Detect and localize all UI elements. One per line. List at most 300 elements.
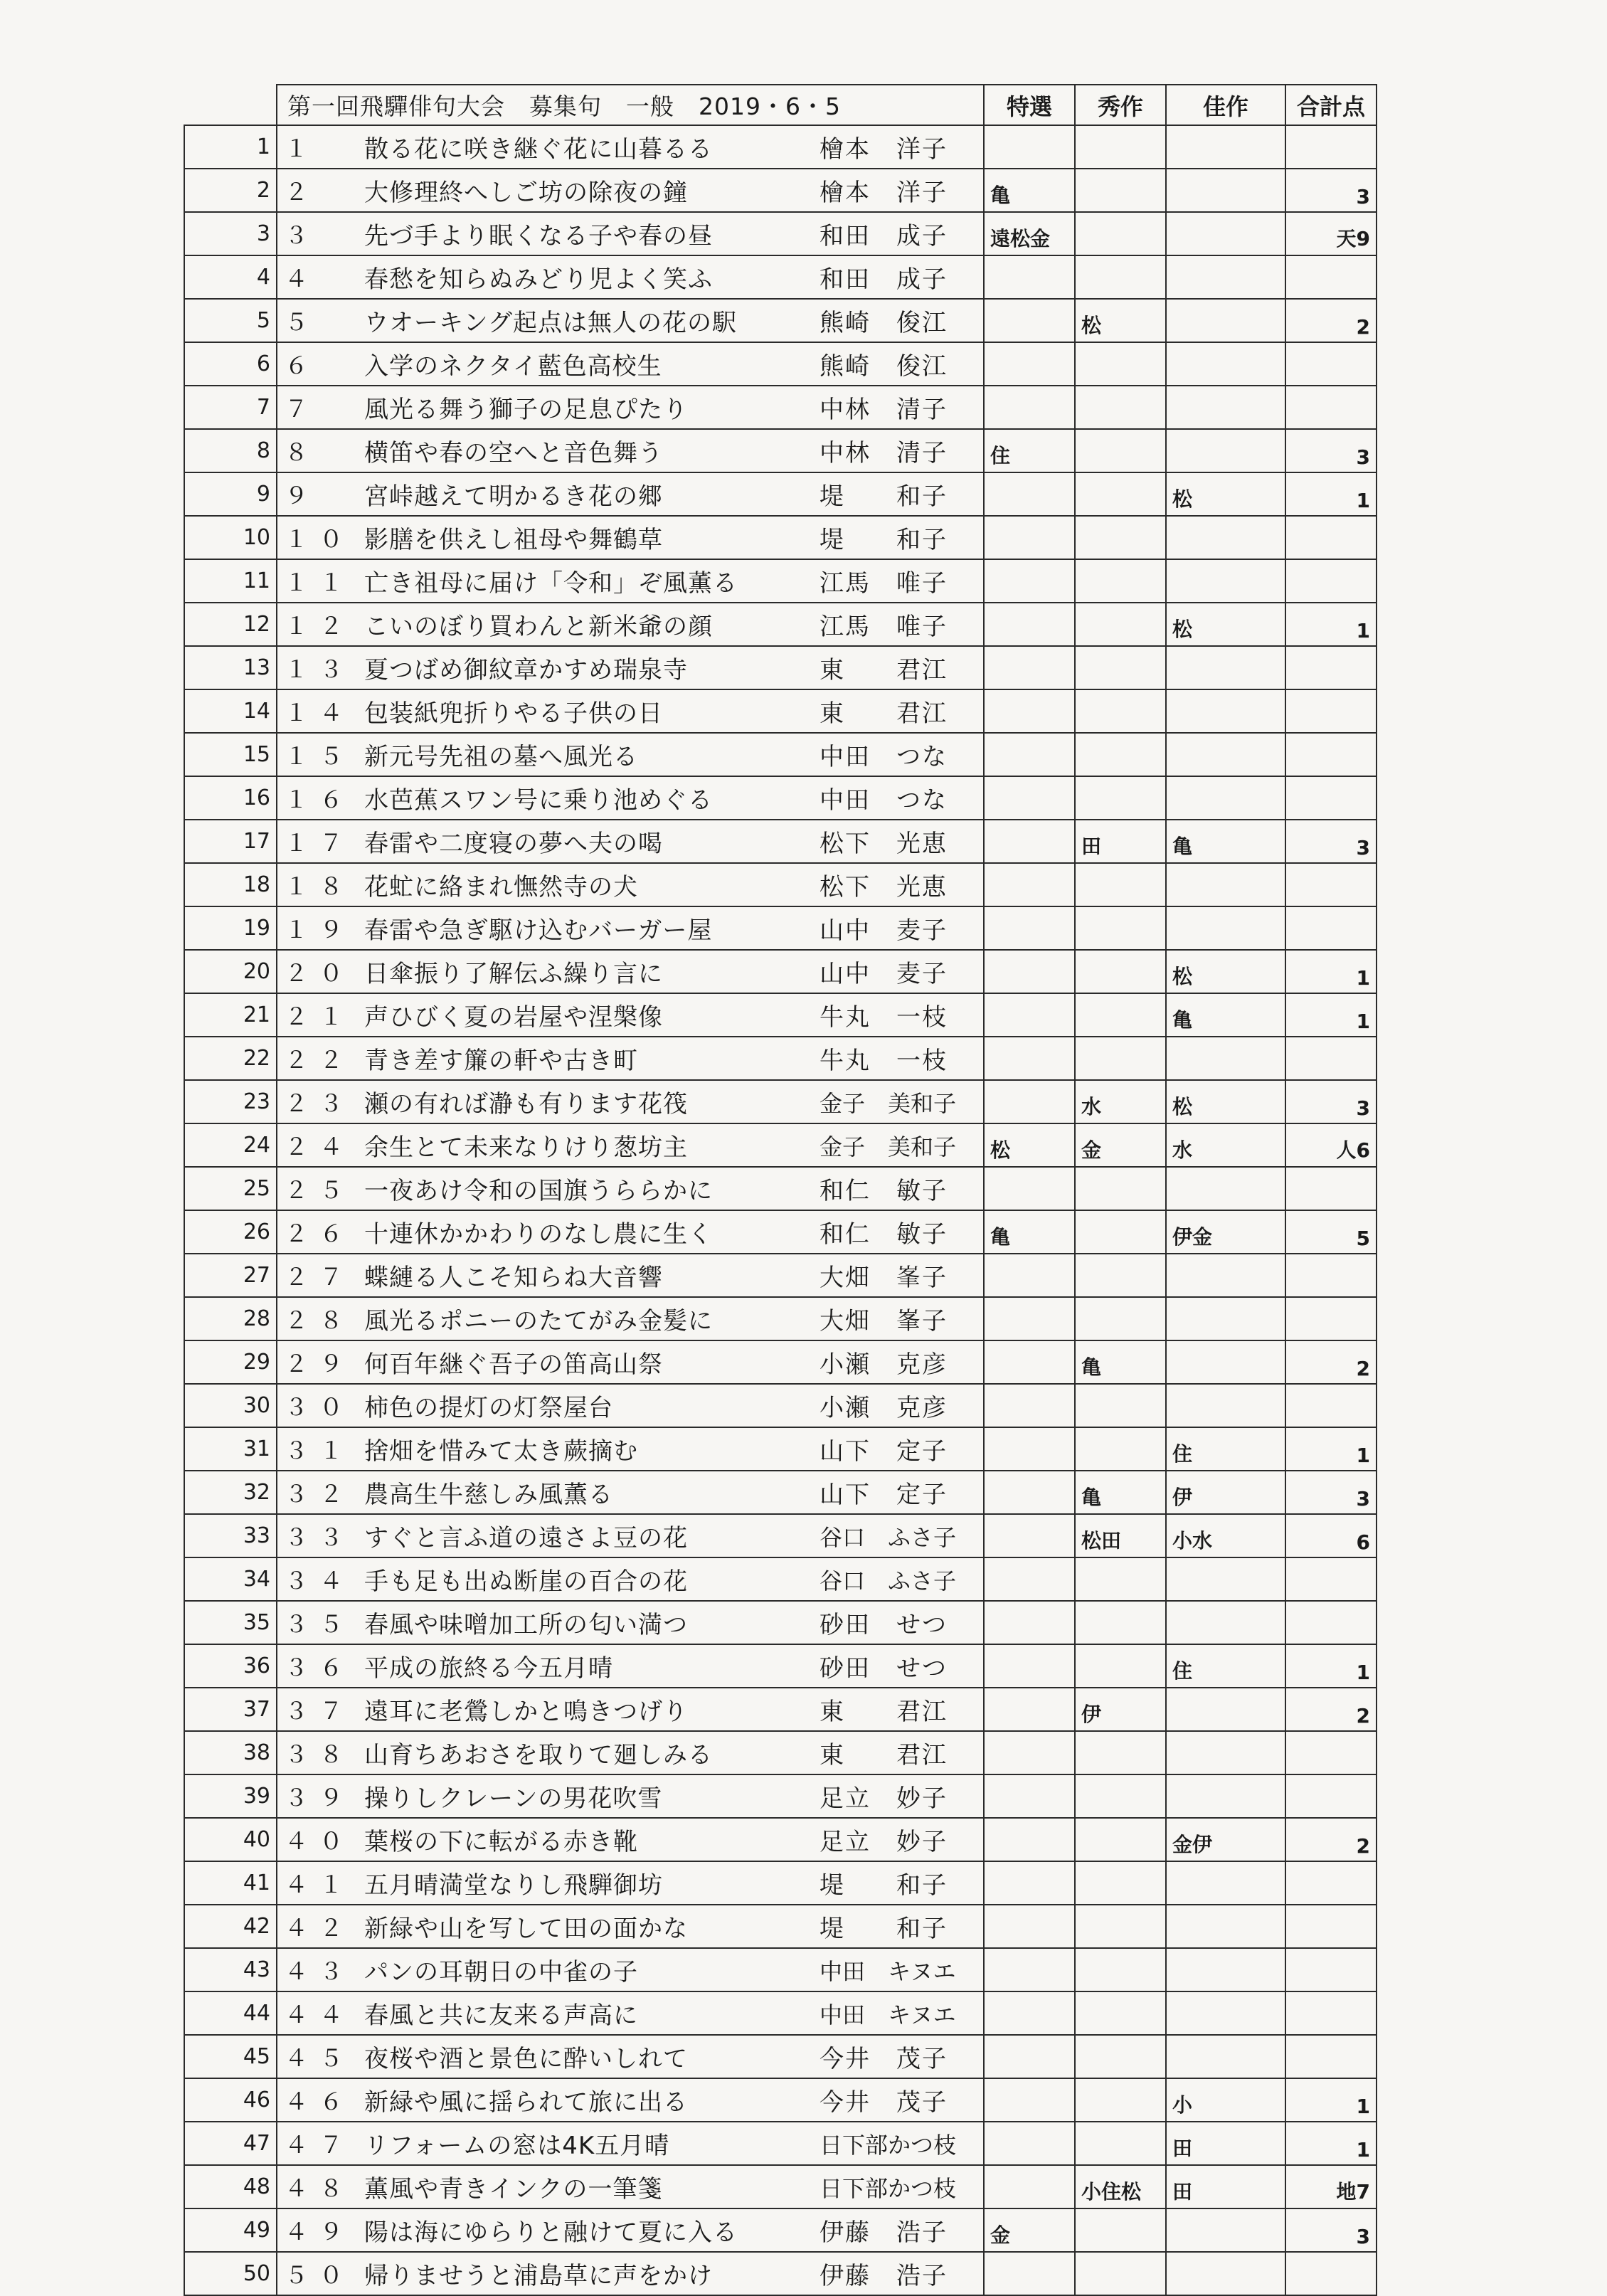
ka-cell: [1166, 299, 1285, 342]
entry-cell: [277, 1818, 984, 1861]
entry-number: １５: [285, 742, 354, 770]
row-number: 16: [184, 776, 277, 820]
entry-cell: [277, 2122, 984, 2165]
entry-number: ３０: [285, 1393, 354, 1421]
total-cell: [1285, 863, 1377, 906]
ka-cell: [1166, 125, 1285, 169]
toku-cell: [984, 386, 1075, 429]
ka-cell: [1166, 1601, 1285, 1644]
ka-cell: 小水: [1166, 1514, 1285, 1557]
total-cell: 3: [1285, 820, 1377, 863]
toku-cell: [984, 1991, 1075, 2035]
author-name: 中田 つな: [820, 743, 948, 771]
haiku-text: 声ひびく夏の岩屋や涅槃像: [364, 1003, 663, 1032]
haiku-text: 青き差す簾の軒や古き町: [364, 1047, 638, 1075]
haiku-text: 余生とて未来なりけり葱坊主: [364, 1133, 688, 1162]
haiku-text: 柿色の提灯の灯祭屋台: [364, 1394, 613, 1422]
entry-cell: [277, 472, 984, 516]
toku-cell: [984, 689, 1075, 733]
entry-number: １１: [285, 568, 354, 596]
entry-number: ２１: [285, 1002, 354, 1030]
table-row: [184, 559, 1377, 603]
haiku-text: 春風と共に友来る声高に: [364, 2001, 638, 2030]
entry-cell: [277, 1297, 984, 1340]
table-row: [184, 2035, 1377, 2078]
toku-cell: [984, 1557, 1075, 1601]
toku-cell: [984, 1167, 1075, 1210]
total-cell: [1285, 1167, 1377, 1210]
total-cell: 人6: [1285, 1123, 1377, 1167]
entry-cell: [277, 776, 984, 820]
toku-cell: [984, 1254, 1075, 1297]
row-number: 23: [184, 1080, 277, 1123]
entry-cell: [277, 169, 984, 212]
toku-cell: [984, 776, 1075, 820]
toku-cell: 金: [984, 2208, 1075, 2252]
table-row: [184, 1644, 1377, 1688]
row-number: 2: [184, 169, 277, 212]
toku-cell: [984, 299, 1075, 342]
shu-cell: [1075, 1297, 1166, 1340]
row-number: 26: [184, 1210, 277, 1254]
ka-cell: 松: [1166, 603, 1285, 646]
author-name: 足立 妙子: [820, 1828, 948, 1856]
row-number: 49: [184, 2208, 277, 2252]
row-number: 20: [184, 950, 277, 993]
total-cell: [1285, 1557, 1377, 1601]
entry-number: ５０: [285, 2261, 354, 2289]
row-number: 42: [184, 1905, 277, 1948]
toku-cell: [984, 342, 1075, 386]
entry-cell: [277, 820, 984, 863]
toku-cell: [984, 993, 1075, 1037]
ka-cell: [1166, 2252, 1285, 2295]
toku-cell: [984, 950, 1075, 993]
ka-cell: [1166, 559, 1285, 603]
ka-cell: [1166, 1991, 1285, 2035]
haiku-text: 春風や味噌加工所の匂い満つ: [364, 1611, 688, 1639]
total-cell: [1285, 1774, 1377, 1818]
total-cell: [1285, 559, 1377, 603]
entry-number: ３４: [285, 1567, 354, 1594]
ka-header: 佳作: [1166, 85, 1285, 125]
table-row: [184, 1254, 1377, 1297]
entry-cell: [277, 559, 984, 603]
ka-cell: [1166, 863, 1285, 906]
haiku-text: ウオーキング起点は無人の花の駅: [364, 309, 737, 337]
entry-number: ２０: [285, 959, 354, 987]
entry-number: ２８: [285, 1306, 354, 1334]
ka-cell: [1166, 906, 1285, 950]
author-name: 大畑 峯子: [820, 1264, 948, 1292]
entry-number: ４９: [285, 2218, 354, 2245]
haiku-text: 春愁を知らぬみどり児よく笑ふ: [364, 265, 713, 294]
total-cell: [1285, 125, 1377, 169]
toku-cell: [984, 1818, 1075, 1861]
table-row: [184, 472, 1377, 516]
author-name: 東 君江: [820, 656, 948, 684]
toku-cell: [984, 1080, 1075, 1123]
row-number: 19: [184, 906, 277, 950]
total-cell: 1: [1285, 1427, 1377, 1471]
haiku-text: リフォームの窓は4K五月晴: [364, 2132, 670, 2160]
author-name: 牛丸 一枝: [820, 1047, 948, 1075]
shu-cell: 田: [1075, 820, 1166, 863]
entry-number: ２６: [285, 1220, 354, 1247]
row-number-header: [184, 85, 277, 125]
toku-cell: [984, 516, 1075, 559]
shu-cell: [1075, 2078, 1166, 2122]
ka-cell: 伊金: [1166, 1210, 1285, 1254]
haiku-text: 遠耳に老鶯しかと鳴きつげり: [364, 1698, 688, 1726]
ka-cell: [1166, 646, 1285, 689]
shu-cell: [1075, 212, 1166, 255]
entry-cell: [277, 993, 984, 1037]
shu-cell: 水: [1075, 1080, 1166, 1123]
table-row: [184, 169, 1377, 212]
shu-header: 秀作: [1075, 85, 1166, 125]
haiku-text: 瀬の有れば瀞も有ります花筏: [364, 1090, 688, 1118]
toku-cell: [984, 255, 1075, 299]
total-cell: 1: [1285, 2078, 1377, 2122]
table-body: [184, 125, 1377, 2295]
toku-cell: [984, 472, 1075, 516]
haiku-text: 春雷や急ぎ駆け込むバーガー屋: [364, 916, 713, 945]
table-row: [184, 299, 1377, 342]
author-name: 檜本 洋子: [820, 135, 948, 164]
entry-number: １８: [285, 872, 354, 900]
haiku-text: 新元号先祖の墓へ風光る: [364, 743, 638, 771]
toku-cell: [984, 2165, 1075, 2208]
row-number: 13: [184, 646, 277, 689]
haiku-text: 操りしクレーンの男花吹雪: [364, 1784, 663, 1813]
shu-cell: [1075, 646, 1166, 689]
row-number: 8: [184, 429, 277, 472]
title-cell: [277, 85, 984, 125]
table-row: [184, 2165, 1377, 2208]
total-cell: [1285, 1861, 1377, 1905]
entry-number: ８: [285, 438, 319, 466]
entry-number: ４５: [285, 2044, 354, 2072]
ka-cell: [1166, 1340, 1285, 1384]
toku-cell: [984, 603, 1075, 646]
table-row: [184, 906, 1377, 950]
row-number: 36: [184, 1644, 277, 1688]
table-row: [184, 733, 1377, 776]
author-name: 山中 麦子: [820, 916, 948, 945]
author-name: 今井 茂子: [820, 2088, 948, 2117]
table-row: [184, 1427, 1377, 1471]
entry-cell: [277, 342, 984, 386]
ka-cell: 亀: [1166, 820, 1285, 863]
row-number: 1: [184, 125, 277, 169]
total-cell: 地7: [1285, 2165, 1377, 2208]
shu-cell: [1075, 863, 1166, 906]
entry-number: ３５: [285, 1610, 354, 1638]
haiku-text: 先づ手より眠くなる子や春の昼: [364, 222, 713, 250]
table-row: [184, 1774, 1377, 1818]
toku-cell: 住: [984, 429, 1075, 472]
total-cell: [1285, 2035, 1377, 2078]
row-number: 46: [184, 2078, 277, 2122]
row-number: 40: [184, 1818, 277, 1861]
table-row: [184, 776, 1377, 820]
entry-cell: [277, 255, 984, 299]
shu-cell: 松: [1075, 299, 1166, 342]
author-name: 堤 和子: [820, 482, 948, 511]
ka-cell: 松: [1166, 472, 1285, 516]
author-name: 江馬 唯子: [820, 569, 948, 598]
author-name: 牛丸 一枝: [820, 1003, 948, 1032]
table-row: [184, 1948, 1377, 1991]
shu-cell: [1075, 559, 1166, 603]
row-number: 47: [184, 2122, 277, 2165]
haiku-text: 平成の旅終る今五月晴: [364, 1654, 613, 1683]
total-cell: [1285, 342, 1377, 386]
entry-number: ９: [285, 482, 319, 509]
shu-cell: [1075, 169, 1166, 212]
entry-cell: [277, 2165, 984, 2208]
ka-cell: [1166, 1254, 1285, 1297]
entry-number: １: [285, 134, 319, 162]
haiku-text: 五月晴満堂なりし飛騨御坊: [364, 1871, 663, 1900]
ka-cell: [1166, 2208, 1285, 2252]
toku-cell: [984, 1340, 1075, 1384]
entry-cell: [277, 2078, 984, 2122]
ka-cell: 田: [1166, 2165, 1285, 2208]
row-number: 5: [184, 299, 277, 342]
entry-cell: [277, 1384, 984, 1427]
entry-cell: [277, 1861, 984, 1905]
author-name: 砂田 せつ: [820, 1654, 948, 1683]
haiku-text: 農高生牛慈しみ風薫る: [364, 1481, 613, 1509]
entry-cell: [277, 1557, 984, 1601]
entry-cell: [277, 1254, 984, 1297]
entry-number: ４３: [285, 1957, 354, 1985]
total-cell: [1285, 776, 1377, 820]
table-row: [184, 1818, 1377, 1861]
haiku-text: 葉桜の下に転がる赤き靴: [364, 1828, 638, 1856]
haiku-text: 包装紙兜折りやる子供の日: [364, 699, 663, 728]
total-cell: 6: [1285, 1514, 1377, 1557]
table-row: [184, 1601, 1377, 1644]
haiku-text: 入学のネクタイ藍色高校生: [364, 352, 662, 381]
total-cell: 2: [1285, 1688, 1377, 1731]
toku-cell: [984, 820, 1075, 863]
table-row: [184, 1123, 1377, 1167]
author-name: 谷口 ふさ子: [820, 1523, 957, 1551]
entry-number: ３: [285, 221, 319, 249]
row-number: 17: [184, 820, 277, 863]
entry-number: ４１: [285, 1871, 354, 1898]
row-number: 22: [184, 1037, 277, 1080]
shu-cell: [1075, 1037, 1166, 1080]
shu-cell: [1075, 689, 1166, 733]
table-row: [184, 2252, 1377, 2295]
ka-cell: [1166, 2035, 1285, 2078]
row-number: 10: [184, 516, 277, 559]
total-cell: 3: [1285, 429, 1377, 472]
haiku-text: 花虻に絡まれ憮然寺の犬: [364, 873, 638, 901]
entry-cell: [277, 1080, 984, 1123]
toku-cell: [984, 1774, 1075, 1818]
entry-cell: [277, 603, 984, 646]
total-cell: [1285, 386, 1377, 429]
entry-cell: [277, 646, 984, 689]
entry-cell: [277, 1514, 984, 1557]
toku-cell: [984, 2035, 1075, 2078]
table-row: [184, 603, 1377, 646]
entry-number: ３２: [285, 1480, 354, 1508]
total-cell: [1285, 1254, 1377, 1297]
entry-cell: [277, 1688, 984, 1731]
row-number: 28: [184, 1297, 277, 1340]
ka-cell: [1166, 1688, 1285, 1731]
row-number: 21: [184, 993, 277, 1037]
entry-cell: [277, 1037, 984, 1080]
author-name: 中林 清子: [820, 396, 948, 424]
haiku-text: すぐと言ふ道の遠さよ豆の花: [364, 1524, 688, 1552]
author-name: 中林 清子: [820, 439, 948, 467]
shu-cell: [1075, 2208, 1166, 2252]
haiku-text: 陽は海にゆらりと融けて夏に入る: [364, 2218, 738, 2247]
table-row: [184, 1905, 1377, 1948]
table-row: [184, 2208, 1377, 2252]
toku-cell: [984, 1471, 1075, 1514]
row-number: 48: [184, 2165, 277, 2208]
author-name: 伊藤 浩子: [820, 2262, 948, 2290]
haiku-text: 宮峠越えて明かるき花の郷: [364, 482, 663, 511]
total-cell: 3: [1285, 1080, 1377, 1123]
haiku-text: 新緑や風に揺られて旅に出る: [364, 2088, 688, 2117]
shu-cell: [1075, 1991, 1166, 2035]
entry-number: ４４: [285, 2001, 354, 2028]
entry-cell: [277, 1427, 984, 1471]
toku-cell: [984, 1514, 1075, 1557]
author-name: 和田 成子: [820, 222, 948, 250]
haiku-text: 春雷や二度寝の夢へ夫の喝: [364, 830, 663, 858]
ka-cell: [1166, 1557, 1285, 1601]
ka-cell: [1166, 169, 1285, 212]
shu-cell: [1075, 1167, 1166, 1210]
author-name: 堤 和子: [820, 526, 948, 554]
haiku-text: 横笛や春の空へと音色舞う: [364, 439, 663, 467]
row-number: 6: [184, 342, 277, 386]
ka-cell: 金伊: [1166, 1818, 1285, 1861]
shu-cell: [1075, 2035, 1166, 2078]
entry-number: ４２: [285, 1914, 354, 1942]
toku-cell: [984, 1905, 1075, 1948]
table-row: [184, 1210, 1377, 1254]
total-cell: [1285, 1905, 1377, 1948]
total-cell: 3: [1285, 169, 1377, 212]
toku-cell: 亀: [984, 1210, 1075, 1254]
ka-cell: [1166, 1384, 1285, 1427]
table-row: [184, 516, 1377, 559]
shu-cell: [1075, 1861, 1166, 1905]
author-name: 伊藤 浩子: [820, 2218, 948, 2247]
table-row: [184, 2078, 1377, 2122]
shu-cell: 亀: [1075, 1340, 1166, 1384]
shu-cell: [1075, 1210, 1166, 1254]
toku-cell: [984, 1297, 1075, 1340]
entry-cell: [277, 863, 984, 906]
entry-number: ４６: [285, 2088, 354, 2115]
table-row: [184, 993, 1377, 1037]
shu-cell: [1075, 1254, 1166, 1297]
table-row: [184, 1557, 1377, 1601]
haiku-text: 帰りませうと浦島草に声をかけ: [364, 2262, 713, 2290]
entry-cell: [277, 1991, 984, 2035]
ka-cell: [1166, 733, 1285, 776]
author-name: 山中 麦子: [820, 960, 948, 988]
toku-cell: [984, 646, 1075, 689]
ka-cell: [1166, 1037, 1285, 1080]
row-number: 12: [184, 603, 277, 646]
entry-cell: [277, 2252, 984, 2295]
author-name: 東 君江: [820, 1741, 948, 1769]
page-title: 第一回飛驒俳句大会 募集句 一般 2019・6・5: [287, 92, 841, 120]
haiku-text: 一夜あけ令和の国旗うららかに: [364, 1177, 713, 1205]
entry-number: ４７: [285, 2131, 354, 2159]
entry-number: １３: [285, 655, 354, 683]
total-cell: [1285, 1384, 1377, 1427]
table-row: [184, 212, 1377, 255]
author-name: 和仁 敏子: [820, 1177, 948, 1205]
toku-header: 特選: [984, 85, 1075, 125]
toku-cell: [984, 559, 1075, 603]
total-cell: 1: [1285, 1644, 1377, 1688]
shu-cell: [1075, 1427, 1166, 1471]
author-name: 東 君江: [820, 699, 948, 728]
ka-cell: [1166, 776, 1285, 820]
ka-cell: [1166, 1297, 1285, 1340]
haiku-text: 風光る舞う獅子の足息ぴたり: [364, 396, 688, 424]
total-cell: [1285, 2252, 1377, 2295]
table-row: [184, 386, 1377, 429]
entry-cell: [277, 1210, 984, 1254]
total-header: 合計点: [1285, 85, 1377, 125]
toku-cell: [984, 1037, 1075, 1080]
entry-number: ４８: [285, 2174, 354, 2202]
entry-number: １７: [285, 829, 354, 857]
row-number: 39: [184, 1774, 277, 1818]
entry-cell: [277, 1731, 984, 1774]
haiku-text: 薫風や青きインクの一筆箋: [364, 2175, 663, 2204]
ka-cell: 小: [1166, 2078, 1285, 2122]
author-name: 堤 和子: [820, 1871, 948, 1900]
toku-cell: [984, 1384, 1075, 1427]
author-name: 中田 キヌエ: [820, 1957, 956, 1985]
shu-cell: 松田: [1075, 1514, 1166, 1557]
entry-number: １２: [285, 612, 354, 640]
shu-cell: [1075, 386, 1166, 429]
entry-number: ２: [285, 178, 319, 206]
ka-cell: [1166, 342, 1285, 386]
shu-cell: [1075, 993, 1166, 1037]
shu-cell: [1075, 1905, 1166, 1948]
ka-cell: 亀: [1166, 993, 1285, 1037]
entry-cell: [277, 1340, 984, 1384]
row-number: 9: [184, 472, 277, 516]
toku-cell: [984, 733, 1075, 776]
entry-number: ７: [285, 395, 319, 423]
entry-number: ２７: [285, 1263, 354, 1291]
author-name: 砂田 せつ: [820, 1611, 948, 1639]
total-cell: [1285, 1991, 1377, 2035]
row-number: 35: [184, 1601, 277, 1644]
total-cell: 1: [1285, 993, 1377, 1037]
